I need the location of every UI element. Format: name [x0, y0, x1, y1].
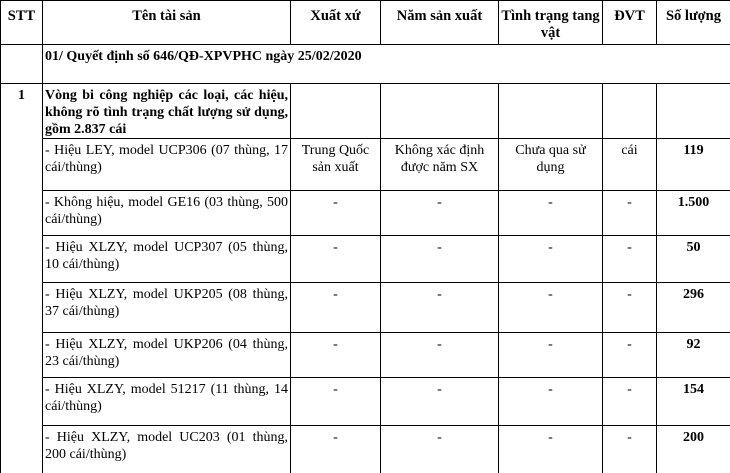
cell-unit: -	[603, 426, 657, 473]
cell-asset-name: - Hiệu LEY, model UCP306 (07 thùng, 17 cái/thùng)	[43, 139, 291, 191]
cell-quantity: 92	[657, 333, 730, 378]
cell-origin: -	[291, 283, 381, 333]
header-cell-quantity: Số lượng	[657, 1, 730, 45]
cell-year: -	[381, 378, 499, 426]
asset-row	[1, 283, 730, 333]
cell-asset-name: - Hiệu XLZY, model UC203 (01 thùng, 200 cái/thùng)	[43, 426, 291, 473]
cell-quantity: 50	[657, 236, 730, 283]
cell-year: -	[381, 426, 499, 473]
cell-unit: -	[603, 236, 657, 283]
cell-asset-name: - Không hiệu, model GE16 (03 thùng, 500 cái/thùng)	[43, 191, 291, 236]
cell-year: -	[381, 333, 499, 378]
cell-status: -	[499, 333, 603, 378]
cell-asset-name: - Hiệu XLZY, model UCP307 (05 thùng, 10 cái/thùng)	[43, 236, 291, 283]
item-title: Vòng bi công nghiệp các loại, các hiệu, không rõ tình trạng chất lượng sử dụng, gồm 2.837 cái	[43, 84, 291, 139]
empty-cell	[499, 84, 603, 139]
cell-year: -	[381, 236, 499, 283]
header-cell-unit: ĐVT	[603, 1, 657, 45]
cell-origin: -	[291, 236, 381, 283]
header-cell-year: Năm sản xuất	[381, 1, 499, 45]
cell-asset-name: - Hiệu XLZY, model UKP205 (08 thùng, 37 cái/thùng)	[43, 283, 291, 333]
cell-asset-name: - Hiệu XLZY, model 51217 (11 thùng, 14 cái/thùng)	[43, 378, 291, 426]
cell-status: -	[499, 283, 603, 333]
cell-status: Chưa qua sử dụng	[499, 139, 603, 191]
asset-row	[1, 378, 730, 426]
asset-row	[1, 426, 730, 473]
cell-status: -	[499, 426, 603, 473]
cell-unit: -	[603, 191, 657, 236]
empty-cell	[291, 84, 381, 139]
decision-row	[1, 45, 730, 84]
decision-title: 01/ Quyết định số 646/QĐ-XPVPHC ngày 25/02/2020	[43, 45, 730, 84]
asset-row	[1, 139, 730, 191]
decision-stt-empty-cell	[1, 45, 43, 84]
cell-origin: -	[291, 333, 381, 378]
cell-year: -	[381, 283, 499, 333]
empty-cell	[381, 84, 499, 139]
asset-row	[1, 333, 730, 378]
cell-status: -	[499, 378, 603, 426]
cell-unit: -	[603, 378, 657, 426]
cell-year: Không xác định được năm SX	[381, 139, 499, 191]
cell-unit: -	[603, 333, 657, 378]
header-cell-stt: STT	[1, 1, 43, 45]
cell-quantity: 154	[657, 378, 730, 426]
empty-cell	[603, 84, 657, 139]
cell-quantity: 296	[657, 283, 730, 333]
header-cell-status: Tình trạng tang vật	[499, 1, 603, 45]
empty-cell	[657, 84, 730, 139]
cell-origin: -	[291, 191, 381, 236]
cell-unit: cái	[603, 139, 657, 191]
item-title-row	[1, 84, 730, 139]
cell-asset-name: - Hiệu XLZY, model UKP206 (04 thùng, 23 cái/thùng)	[43, 333, 291, 378]
cell-status: -	[499, 191, 603, 236]
table-header-row	[1, 1, 730, 45]
cell-origin: -	[291, 426, 381, 473]
cell-status: -	[499, 236, 603, 283]
cell-quantity: 119	[657, 139, 730, 191]
header-cell-origin: Xuất xứ	[291, 1, 381, 45]
asset-row	[1, 236, 730, 283]
cell-year: -	[381, 191, 499, 236]
header-cell-asset-name: Tên tài sản	[43, 1, 291, 45]
cell-origin: Trung Quốc sản xuất	[291, 139, 381, 191]
cell-quantity: 200	[657, 426, 730, 473]
cell-origin: -	[291, 378, 381, 426]
asset-row	[1, 191, 730, 236]
item-number: 1	[1, 84, 43, 473]
cell-quantity: 1.500	[657, 191, 730, 236]
cell-unit: -	[603, 283, 657, 333]
